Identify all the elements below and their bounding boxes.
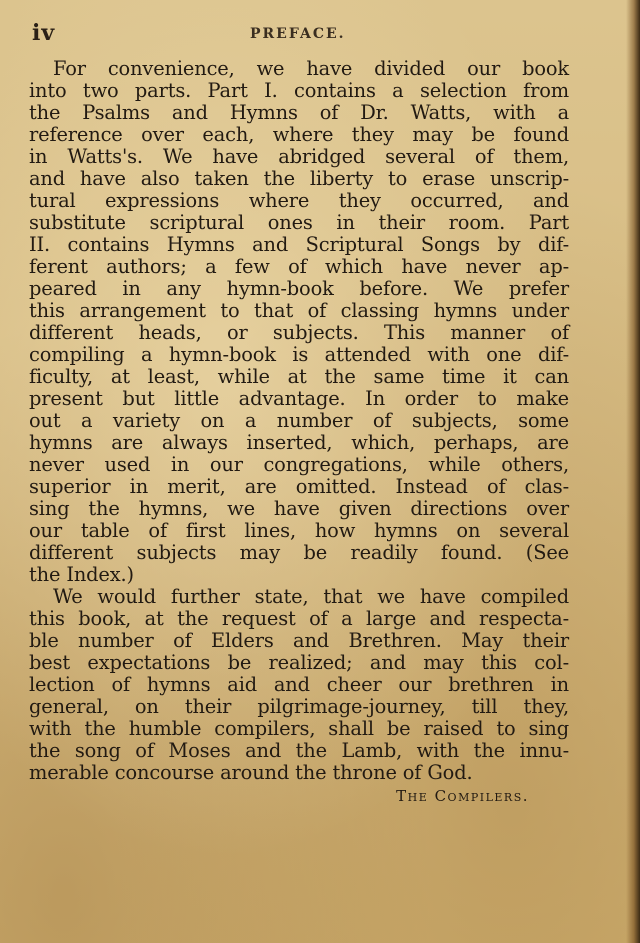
text-line: For convenience, we have divided our book [53,57,569,80]
text-line: ble number of Elders and Brethren. May their [29,629,569,652]
text-line: and have also taken the liberty to erase unscrip- [29,167,569,190]
text-line: present but little advantage. In order to make [29,387,569,410]
text-line: hymns are always inserted, which, perhaps, are [29,431,569,454]
text-line: into two parts. Part I. contains a selection from [29,79,569,102]
text-line: the Psalms and Hymns of Dr. Watts, with a [29,101,569,124]
preface-text [29,58,569,808]
running-title: PREFACE. [250,26,346,42]
text-line: best expectations be realized; and may this col- [29,651,569,674]
signature: The Compilers. [396,787,529,805]
text-line: peared in any hymn-book before. We prefer [29,277,569,300]
text-line: this arrangement to that of classing hymns under [29,299,569,322]
text-line: the Index.) [29,563,134,586]
text-line: merable concourse around the throne of God. [29,761,473,784]
text-line: substitute scriptural ones in their room. Part [29,211,569,234]
text-line: II. contains Hymns and Scriptural Songs by dif- [29,233,569,256]
text-line: lection of hymns aid and cheer our brethren in [29,673,569,696]
running-head [0,20,600,50]
page-number: iv [32,20,56,46]
text-line: this book, at the request of a large and respecta- [29,607,569,630]
text-line: compiling a hymn-book is attended with one dif- [29,343,569,366]
text-line: sing the hymns, we have given directions over [29,497,569,520]
text-line: in Watts's. We have abridged several of them, [29,145,569,168]
text-line: ficulty, at least, while at the same time it can [29,365,569,388]
text-line: different subjects may be readily found. (See [29,541,569,564]
text-line: We would further state, that we have compiled [53,585,569,608]
text-line: our table of first lines, how hymns on several [29,519,569,542]
text-line: superior in merit, are omitted. Instead of clas- [29,475,569,498]
text-line: general, on their pilgrimage-journey, till they, [29,695,569,718]
text-line: never used in our congregations, while others, [29,453,569,476]
page-edge-shadow [626,0,640,943]
text-line: reference over each, where they may be found [29,123,569,146]
text-line: different heads, or subjects. This manner of [29,321,569,344]
text-line: out a variety on a number of subjects, some [29,409,569,432]
text-line: ferent authors; a few of which have never ap- [29,255,569,278]
text-line: tural expressions where they occurred, and [29,189,569,212]
text-line: with the humble compilers, shall be raised to sing [29,717,569,740]
text-line: the song of Moses and the Lamb, with the innu- [29,739,569,762]
